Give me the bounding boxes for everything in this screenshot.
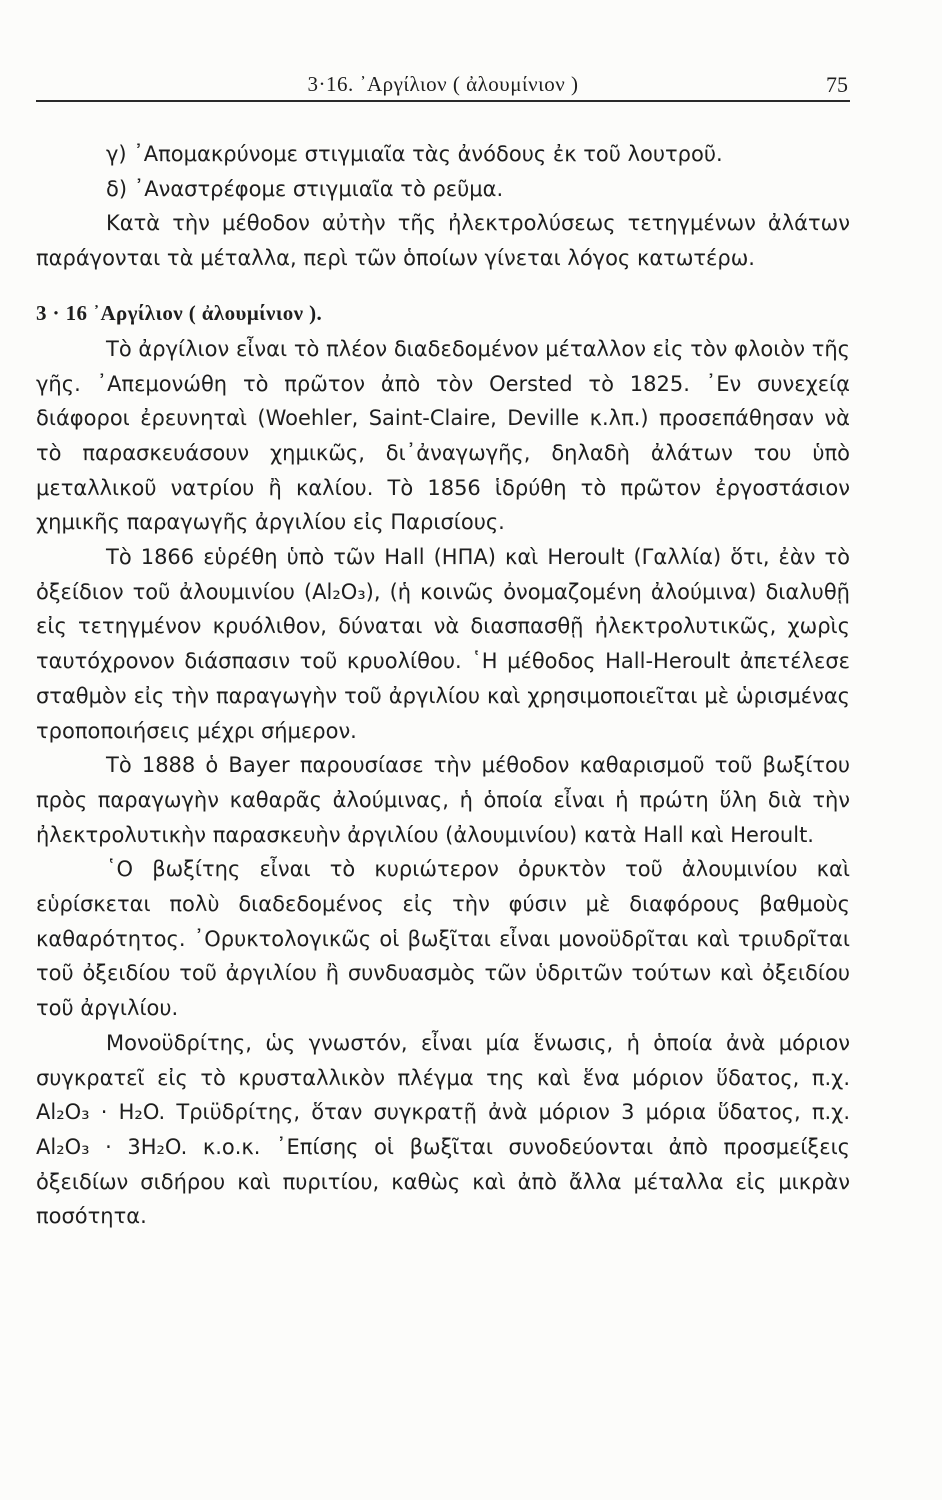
paragraph-history: Τὸ ἀργίλιον εἶναι τὸ πλέον διαδεδομένον μέταλλον εἰς τὸν φλοιὸν τῆς γῆς. ᾿Απεμονώθη τὸ πρῶτον ἀπὸ τὸν Oersted τὸ 1825. ᾿Εν συνεχείᾳ διάφοροι ἐρευνηταὶ (Woehler, Saint-Claire, Deville κ.λπ.) προσεπάθησαν νὰ τὸ παρασκευάσουν χημικῶς, δι᾿ἀναγωγῆς, δηλαδὴ ἀλάτων του ὑπὸ μεταλλικοῦ νατρίου ἢ καλίου. Τὸ 1856 ἱδρύθη τὸ πρῶτον ἐργοστάσιον χημικῆς παραγωγῆς ἀργιλίου εἰς Παρισίους. <box>36 336 850 535</box>
running-header <box>36 70 850 102</box>
paragraph-bayer: Τὸ 1888 ὁ Bayer παρουσίασε τὴν μέθοδον καθαρισμοῦ τοῦ βωξίτου πρὸς παραγωγὴν καθαρᾶς ἀλούμινας, ἡ ὁποία εἶναι ἡ πρώτη ὕλη διὰ τὴν ἠλεκτρολυτικὴν παρασκευὴν ἀργιλίου (ἀλουμινίου) κατὰ Hall καὶ Heroult. <box>36 753 850 847</box>
running-title: 3·16. ᾿Αργίλιον ( ἀλουμίνιον ) <box>307 72 579 96</box>
body-text <box>36 137 850 1234</box>
paragraph-bauxite: ῾Ο βωξίτης εἶναι τὸ κυριώτερον ὀρυκτὸν τοῦ ἀλουμινίου καὶ εὑρίσκεται πολὺ διαδεδομένος εἰς τὴν φύσιν μὲ διαφόρους βαθμοὺς καθαρότητος. ᾿Ορυκτολογικῶς οἱ βωξῖται εἶναι μονοϋδρῖται καὶ τριυδρῖται τοῦ ὀξειδίου τοῦ ἀργιλίου ἢ συνδυασμὸς τῶν ὑδριτῶν τούτων καὶ ὀξειδίου τοῦ ἀργιλίου. <box>36 857 850 1021</box>
list-item-gamma: γ) ᾿Απομακρύνομε στιγμιαῖα τὰς ἀνόδους ἐκ τοῦ λουτροῦ. <box>106 142 723 166</box>
list-item-delta: δ) ᾿Αναστρέφομε στιγμιαῖα τὸ ρεῦμα. <box>106 176 504 201</box>
paragraph-hydrates: Μονοϋδρίτης, ὡς γνωστόν, εἶναι μία ἕνωσις, ἡ ὁποία ἀνὰ μόριον συγκρατεῖ εἰς τὸ κρυσταλλικὸν πλέγμα της καὶ ἕνα μόριον ὕδατος, π.χ. Al₂O₃ · H₂O. Τριϋδρίτης, ὅταν συγκρατῇ ἀνὰ μόριον 3 μόρια ὕδατος, π.χ. Al₂O₃ · 3H₂O. κ.ο.κ. ᾿Επίσης οἱ βωξῖται συνοδεύονται ἀπὸ προσμείξεις ὀξειδίων σιδήρου καὶ πυριτίου, καθὼς καὶ ἀπὸ ἄλλα μέταλλα εἰς μικρὰν ποσότητα. <box>36 1030 850 1229</box>
paragraph-hall-heroult: Τὸ 1866 εὑρέθη ὑπὸ τῶν Hall (ΗΠΑ) καὶ Heroult (Γαλλία) ὅτι, ἐὰν τὸ ὀξείδιον τοῦ ἀλουμινίου (Al₂O₃), (ἡ κοινῶς ὀνομαζομένη ἀλούμινα) διαλυθῇ εἰς τετηγμένον κρυόλιθον, δύναται νὰ διασπασθῇ ἠλεκτρολυτικῶς, χωρὶς ταυτόχρονον διάσπασιν τοῦ κρυολίθου. ῾Η μέθοδος Hall-Heroult ἀπετέλεσε σταθμὸν εἰς τὴν παραγωγὴν τοῦ ἀργιλίου καὶ χρησιμοποιεῖται μὲ ὡρισμένας τροποποιήσεις μέχρι σήμερον. <box>36 545 850 743</box>
section-heading: 3 · 16 ᾿Αργίλιον ( ἀλουμίνιον ). <box>36 300 323 325</box>
paragraph-intro: Κατὰ τὴν μέθοδον αὐτὴν τῆς ἠλεκτρολύσεως τετηγμένων ἀλάτων παράγονται τὰ μέταλλα, περὶ τῶν ὁποίων γίνεται λόγος κατωτέρω. <box>36 211 850 271</box>
page-number: 75 <box>826 72 848 97</box>
